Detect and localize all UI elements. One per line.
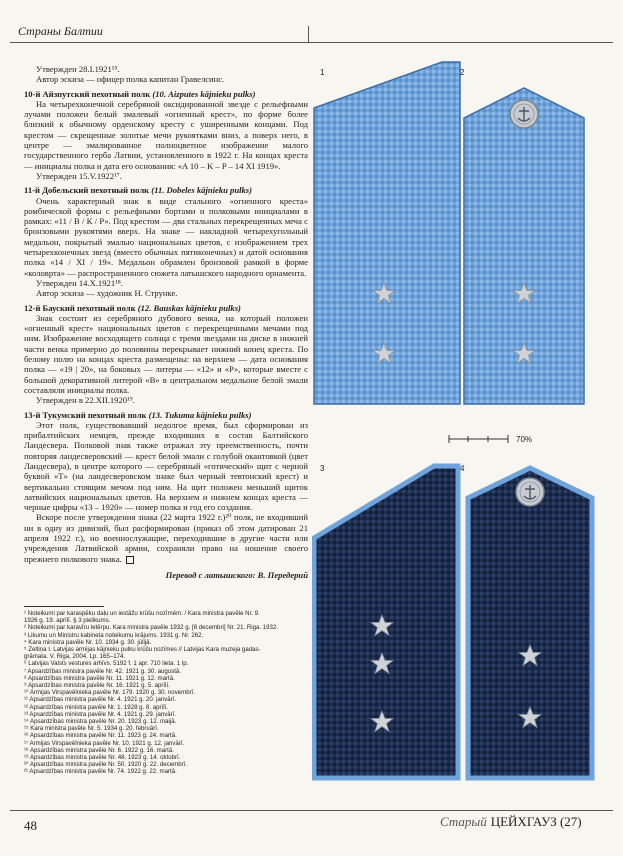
button-icon — [516, 478, 544, 506]
end-mark-icon — [126, 556, 134, 564]
figure-label-4: 4 — [460, 464, 465, 473]
footnote: ¹⁰ Armijas Virspavēlnieka pavēle Nr. 179. 1920 g. 30. novembrī. — [24, 689, 196, 697]
paragraph: Утвержден 14.X.1921¹⁸. — [36, 277, 123, 288]
paragraph: Знак состоит из серебряного дубового венка, на который положен «огненный крест» национальных цветов с перекрещенными мечами под ним. Изображение восходящего солнца с тремя звездами на диске в нижней части венка примерно до половины перекрывает нижний конец креста. По белому полю на концах креста размещены: на верхнем — дата основания полка — «19 | 20», на боковых — литеры — «12» и «Р», которые вместе с большой декоративной литерой «B» в центральном медальоне белой эмали составляли инициалы полка. — [24, 312, 308, 395]
footnote: ¹⁹ Apsardzības ministra pavēle Nr. 48. 1923 g. 14. oktobrī. — [24, 754, 181, 762]
footnote: ²⁰ Apsardzības ministra pavēle Nr. 50. 1920 g. 22. decembrī. — [24, 761, 187, 769]
footnote: ⁵ Zeltiņa I. Latvijas armijas kājnieku pulku krūšu nozīmes // Latvijas Kara muzeja gadas- — [24, 646, 261, 654]
article-body — [24, 64, 308, 580]
paragraph: Автор эскиза — художник Н. Струнке. — [36, 288, 178, 299]
figure-label-3: 3 — [320, 464, 325, 473]
footnote: ⁶ Latvijas Valsts vestures arhīvs. 5192 f. 1 apr. 710 lieta. 1 lp. — [24, 660, 189, 668]
footnote: ¹⁶ Apsardzības ministra pavēle Nr. 11. 1923 g. 24. martā. — [24, 732, 177, 740]
paragraph: Утвержден 15.V.1922¹⁷. — [36, 170, 122, 181]
translator-credit: Перевод с латышского: В. Передерий — [165, 569, 308, 580]
header-divider-tick — [308, 26, 309, 42]
footnote: ² Noteikumi par karavīru letērpu. Kara ministra pavēle 1932 g. [8 decembri] Nr. 21. Riga. 1932. — [24, 624, 279, 632]
figure-label-1: 1 — [320, 68, 325, 77]
footer-rule — [10, 810, 613, 811]
paragraph: Вскоре после утверждения знака (22 марта 1922 г.)²⁰ полк, не входивший ни в одну из дивизий, был расформирован (приказ об этом датирован 21 апреля 1922 г.), но военнослужащие, переходившие в другие части или учреждения Латвийской армии, сохраняли право на ношение своего прежнего полкового знака. — [24, 512, 308, 564]
scale-bar — [448, 434, 510, 444]
footnotes — [24, 610, 308, 776]
shoulder-board-1 — [314, 62, 460, 404]
paragraph: На четырехконечной серебряной оксидированной звезде с рельефными лучами положен белый эмалевый «огненный крест», по форме более близкий к обычному орденскому кресту с уширенными концами. Под крестом — скрещенные золотые мечи рукоятками вниз, а поверх него, в центре — эмалированное полноцветное изображение малого государственного герба Латвии, установленного в 1922 г. На концах креста — инициалы полка и дата его основания: «A 10 – K – P – 14 XI 1919». — [24, 98, 308, 171]
footnote: ¹⁵ Kara ministra pavēle Nr. 5. 1934 g. 20. februārī. — [24, 725, 159, 733]
paragraph: Утвержден 28.I.1921¹⁵. — [36, 64, 120, 74]
footnote: ³ Likumu un Ministru kabineta noteikumu krājums. 1931 g. Nr. 262. — [24, 631, 204, 639]
paragraph: Утвержден в 22.XII.1920¹⁹. — [36, 395, 135, 406]
paragraph: Очень характерный знак в виде стального «огненного креста» ромбической формы с рельефными бортами и полковыми инициалами в рамках: «11 / В / К / Р». Под крестом — два стальных перекрещенных меча с бронзовыми рукоятями вверх. На знаке — накладной четырехугольный медальон, покрытый эмалью национальных цветов, с изображением трех четырехконечных звезд (вместо обычных пятиконечных) и датой основания полка «14 / XI / 19». Медальон обрамлен бронзовой рамкой в форме «коловрта» — распространенного сюжета латышского народного орнамента. — [24, 195, 308, 278]
shoulder-board-4 — [468, 468, 592, 778]
footnote: ¹⁷ Armijas Virspavēlnieka pavēle Nr. 10. 1921 g. 12. janvārī. — [24, 739, 185, 747]
section-heading: 11-й Добельский пехотный полк (11. Dobeles kājnieku pulks) — [24, 185, 253, 196]
running-header: Страны Балтии — [18, 24, 103, 38]
scale-label: 70% — [516, 435, 533, 444]
footnote: ⁸ Apsardzības ministra pavēle Nr. 11. 1921 g. 12. martā. — [24, 674, 175, 682]
section-heading: 12-й Бауский пехотный полк (12. Bauskas kājnieku pulks) — [24, 302, 241, 313]
shoulder-board-3 — [314, 466, 458, 778]
header-rule — [10, 42, 613, 43]
paragraph: Этот полк, существовавший недолгое время, был сформирован из прибалтийских немцев, прежде входивших в состав Балтийского Ландесвера. Полковой знак также отражал эту преемственность, почти повторяя ландесверовский — крест белой эмали с голубой окантовкой (цвет Ландесвера), в центре которого — серебряный «готический» щит с черной буквой «T» (на ландесверовском знаке был черный тевтонский крест) и вертикально стоящим мечом под ним. На щит положен меньший щиток латвийских национальных цветов. На верхнем и нижнем концах креста — черные цифры «13 – 1920» — номер полка и год его создания. — [24, 419, 308, 513]
page-number: 48 — [24, 818, 37, 833]
shoulder-boards-illustration — [312, 58, 612, 798]
button-icon — [510, 100, 538, 128]
footnote-rule — [24, 606, 104, 607]
footnote: ²¹ Apsardzības ministra pavēle Nr. 74. 1922 g. 22. martā. — [24, 768, 177, 776]
figure-label-2: 2 — [460, 68, 465, 77]
section-heading: 13-й Тукумский пехотный полк (13. Tukuma kājnieku pulks) — [24, 409, 252, 420]
paragraph: Автор эскиза — офицер полка капитан Гравелсинс. — [36, 74, 225, 85]
footnote: 1926 g. 19. aprīlī. § 3 pielikums. — [24, 617, 111, 625]
shoulder-board-2 — [464, 88, 584, 404]
footnote: ¹¹ Apsardzības ministra pavēle Nr. 4. 1921 g. 20. janvārī. — [24, 696, 177, 704]
magazine-title: Старый ЦЕЙХГАУЗ (27) — [440, 814, 582, 829]
section-heading: 10-й Айзпутский пехотный полк (10. Aizputes kājnieku pulks) — [24, 88, 256, 99]
footnote: ⁴ Kara ministra pavēle Nr. 10. 1934 g. 30. jūlijā. — [24, 638, 152, 646]
footnote: ⁷ Apsardzības ministra pavēle Nr. 42. 1921 g. 30. augustā. — [24, 667, 182, 675]
footnote: ¹ Noteikumi par karaspēku daļu un iestāžu krūšu nozīmēm. / Kara ministra pavēle Nr. 9. — [24, 610, 260, 617]
footnote: ⁹ Apsardzības ministra pavēle Nr. 16. 1921 g. 5. aprīlī. — [24, 682, 170, 690]
footnote: ¹² Apsardzības ministra pavēle Nr. 1. 1928 g. 8. aprīlī. — [24, 703, 168, 711]
footnote: ¹³ Apsardzības ministra pavēle Nr. 4. 1921 g. 29. janvārī. — [24, 710, 177, 718]
footnote: ¹⁸ Apsardzības ministra pavēle Nr. 6. 1922 g. 16. martā. — [24, 746, 174, 754]
footnote: grāmata. V. Riga, 2004. Lp. 165–174. — [24, 653, 126, 661]
footnote: ¹⁴ Apsardzības ministra pavēle Nr. 20. 1923 g. 12. maijā. — [24, 718, 177, 726]
